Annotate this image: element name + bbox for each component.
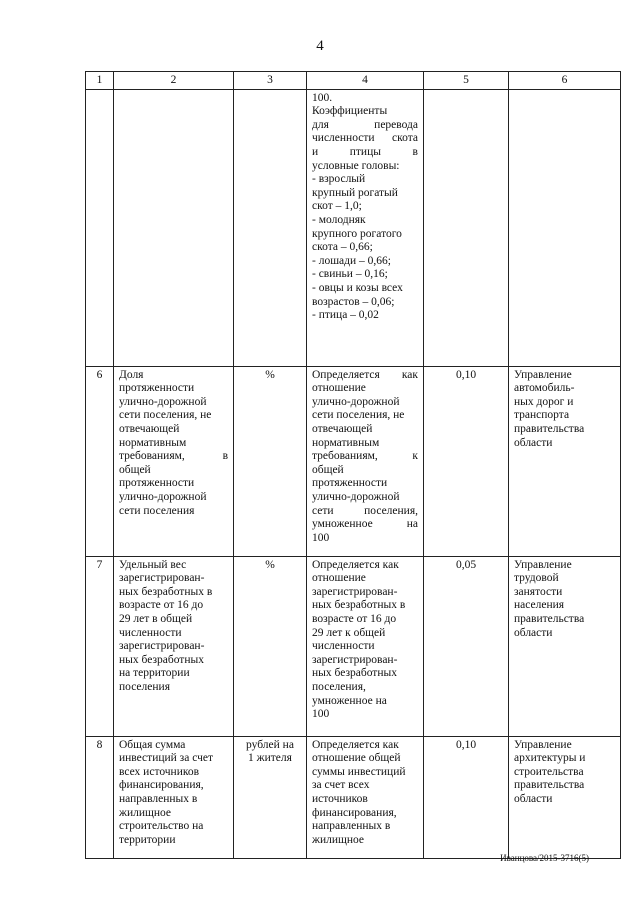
cell-line: численности — [119, 626, 182, 639]
cell-line: протяженности — [119, 477, 195, 490]
cell-line: Определяется как — [312, 738, 399, 751]
cell-line: направленных в — [119, 792, 198, 805]
cell-line: ных безработных в — [312, 599, 406, 612]
cell-line: транспорта — [514, 409, 570, 422]
calculation-method-cell — [307, 556, 424, 736]
cell-line: на территории — [119, 667, 190, 680]
cell-line: протяженности — [119, 382, 195, 395]
cell-line: всех источников — [119, 765, 200, 778]
cell-line: для перевода — [312, 118, 418, 131]
cell-line: требованиям, в — [119, 450, 228, 463]
calculation-method-cell — [307, 366, 424, 556]
cell-line: возрасте от 16 до — [312, 612, 397, 625]
cell-line: условные головы: — [312, 159, 400, 172]
indicators-table — [85, 71, 621, 859]
indicator-name-cell — [114, 89, 234, 366]
indicator-name-cell — [114, 366, 234, 556]
row-number-cell: 7 — [86, 556, 114, 736]
cell-line: отношение — [312, 382, 366, 395]
col-header-3: 3 — [234, 72, 307, 90]
table-body — [86, 89, 621, 858]
cell-line: скота – 0,66; — [312, 241, 373, 254]
table-row — [86, 89, 621, 366]
cell-line: 29 лет к общей — [312, 626, 386, 639]
col-header-2: 2 — [114, 72, 234, 90]
cell-line: зарегистрирован- — [312, 653, 398, 666]
cell-line: Управление — [514, 558, 572, 571]
cell-line: улично-дорожной — [312, 395, 400, 408]
cell-line: поселения — [119, 680, 170, 693]
cell-line: за счет всех — [312, 779, 370, 792]
cell-line: строительства — [514, 765, 584, 778]
responsible-body-cell — [509, 366, 621, 556]
cell-line: улично-дорожной — [119, 490, 207, 503]
cell-line: нормативным — [119, 436, 187, 449]
cell-line: зарегистрирован- — [312, 585, 398, 598]
cell-line: области — [514, 792, 553, 805]
cell-line: трудовой — [514, 572, 559, 585]
calculation-method-cell — [307, 736, 424, 858]
unit-cell — [234, 366, 307, 556]
cell-line: - молодняк — [312, 213, 366, 226]
cell-line: ных безработных — [312, 667, 397, 680]
cell-line: Удельный вес — [119, 558, 187, 571]
cell-line: ных безработных в — [119, 585, 213, 598]
row-number-cell — [86, 89, 114, 366]
cell-line: территории — [119, 833, 176, 846]
indicator-name-cell — [114, 736, 234, 858]
responsible-body-cell — [509, 556, 621, 736]
cell-line: Определяется как — [312, 558, 399, 571]
cell-line: скот – 1,0; — [312, 200, 362, 213]
col-header-5: 5 — [424, 72, 509, 90]
cell-line: возрастов – 0,06; — [312, 295, 395, 308]
cell-line: умноженное на — [312, 518, 418, 531]
unit-cell — [234, 556, 307, 736]
cell-line: и птицы в — [312, 145, 418, 158]
cell-line: финансирования, — [119, 779, 204, 792]
cell-line: Общая сумма — [119, 738, 186, 751]
cell-line: - лошади – 0,66; — [312, 254, 391, 267]
row-number-cell: 8 — [86, 736, 114, 858]
cell-line: протяженности — [312, 477, 388, 490]
unit-cell — [234, 736, 307, 858]
cell-line: численности — [312, 640, 375, 653]
weight-coefficient-cell — [424, 89, 509, 366]
cell-line: крупного рогатого — [312, 227, 402, 240]
cell-line: суммы инвестиций — [312, 765, 406, 778]
cell-line: ных дорог и — [514, 395, 574, 408]
cell-line: отвечающей — [119, 422, 180, 435]
cell-line: рублей на — [246, 738, 294, 751]
col-header-1: 1 — [86, 72, 114, 90]
cell-line: населения — [514, 599, 565, 612]
table-row — [86, 556, 621, 736]
cell-line: правительства — [514, 612, 585, 625]
cell-line: требованиям, к — [312, 450, 418, 463]
cell-line: сети поселения — [119, 504, 195, 517]
cell-line: возрасте от 16 до — [119, 599, 204, 612]
cell-line: ных безработных — [119, 653, 204, 666]
cell-line: сети поселения, не — [312, 409, 405, 422]
cell-line: умноженное на — [312, 694, 387, 707]
header-row — [86, 72, 621, 90]
cell-line: занятости — [514, 585, 563, 598]
cell-line: % — [265, 558, 275, 571]
col-header-6: 6 — [509, 72, 621, 90]
table-row — [86, 736, 621, 858]
cell-line: нормативным — [312, 436, 380, 449]
cell-line: 100. — [312, 91, 333, 104]
cell-line: правительства — [514, 779, 585, 792]
cell-line: крупный рогатый — [312, 186, 398, 199]
page-number: 4 — [316, 38, 324, 54]
indicator-name-cell — [114, 556, 234, 736]
table-row — [86, 366, 621, 556]
cell-line: 1 жителя — [248, 752, 292, 765]
cell-line: общей — [312, 463, 344, 476]
cell-line: жилищное — [312, 833, 364, 846]
cell-line: 100 — [312, 531, 330, 544]
cell-line: области — [514, 626, 553, 639]
cell-line: Доля — [119, 368, 144, 381]
cell-line: - овцы и козы всех — [312, 281, 403, 294]
cell-line: автомобиль- — [514, 382, 575, 395]
cell-line: отношение — [312, 572, 366, 585]
cell-line: инвестиций за счет — [119, 752, 213, 765]
cell-line: жилищное — [119, 806, 171, 819]
cell-line: направленных в — [312, 820, 391, 833]
document-code: Иванцова/2015-3716(5) — [500, 853, 589, 863]
calculation-method-cell — [307, 89, 424, 366]
cell-line: улично-дорожной — [119, 395, 207, 408]
cell-line: источников — [312, 792, 368, 805]
cell-line: строительство на — [119, 820, 204, 833]
col-header-4: 4 — [307, 72, 424, 90]
cell-line: поселения, — [312, 680, 366, 693]
cell-line: % — [265, 368, 275, 381]
cell-line: отвечающей — [312, 422, 373, 435]
cell-line: Управление — [514, 738, 572, 751]
cell-line: сети поселения, не — [119, 409, 212, 422]
cell-line: Коэффициенты — [312, 105, 388, 118]
cell-line: архитектуры и — [514, 752, 586, 765]
cell-line: зарегистрирован- — [119, 640, 205, 653]
weight-coefficient-cell: 0,10 — [424, 736, 509, 858]
weight-coefficient-cell: 0,05 — [424, 556, 509, 736]
cell-line: зарегистрирован- — [119, 572, 205, 585]
cell-line: - птица – 0,02 — [312, 309, 379, 322]
cell-line: общей — [119, 463, 151, 476]
cell-line: финансирования, — [312, 806, 397, 819]
cell-line: 100 — [312, 708, 330, 721]
responsible-body-cell — [509, 89, 621, 366]
cell-line: улично-дорожной — [312, 490, 400, 503]
cell-line: сети поселения, — [312, 504, 418, 517]
cell-line: Управление — [514, 368, 572, 381]
unit-cell — [234, 89, 307, 366]
cell-line: 29 лет в общей — [119, 612, 193, 625]
cell-line: Определяется как — [312, 368, 418, 381]
cell-line: - свиньи – 0,16; — [312, 268, 388, 281]
row-number-cell: 6 — [86, 366, 114, 556]
cell-line: - взрослый — [312, 173, 366, 186]
cell-line: отношение общей — [312, 752, 401, 765]
responsible-body-cell — [509, 736, 621, 858]
weight-coefficient-cell: 0,10 — [424, 366, 509, 556]
cell-line: области — [514, 436, 553, 449]
cell-line: численности скота — [312, 132, 418, 145]
cell-line: правительства — [514, 422, 585, 435]
